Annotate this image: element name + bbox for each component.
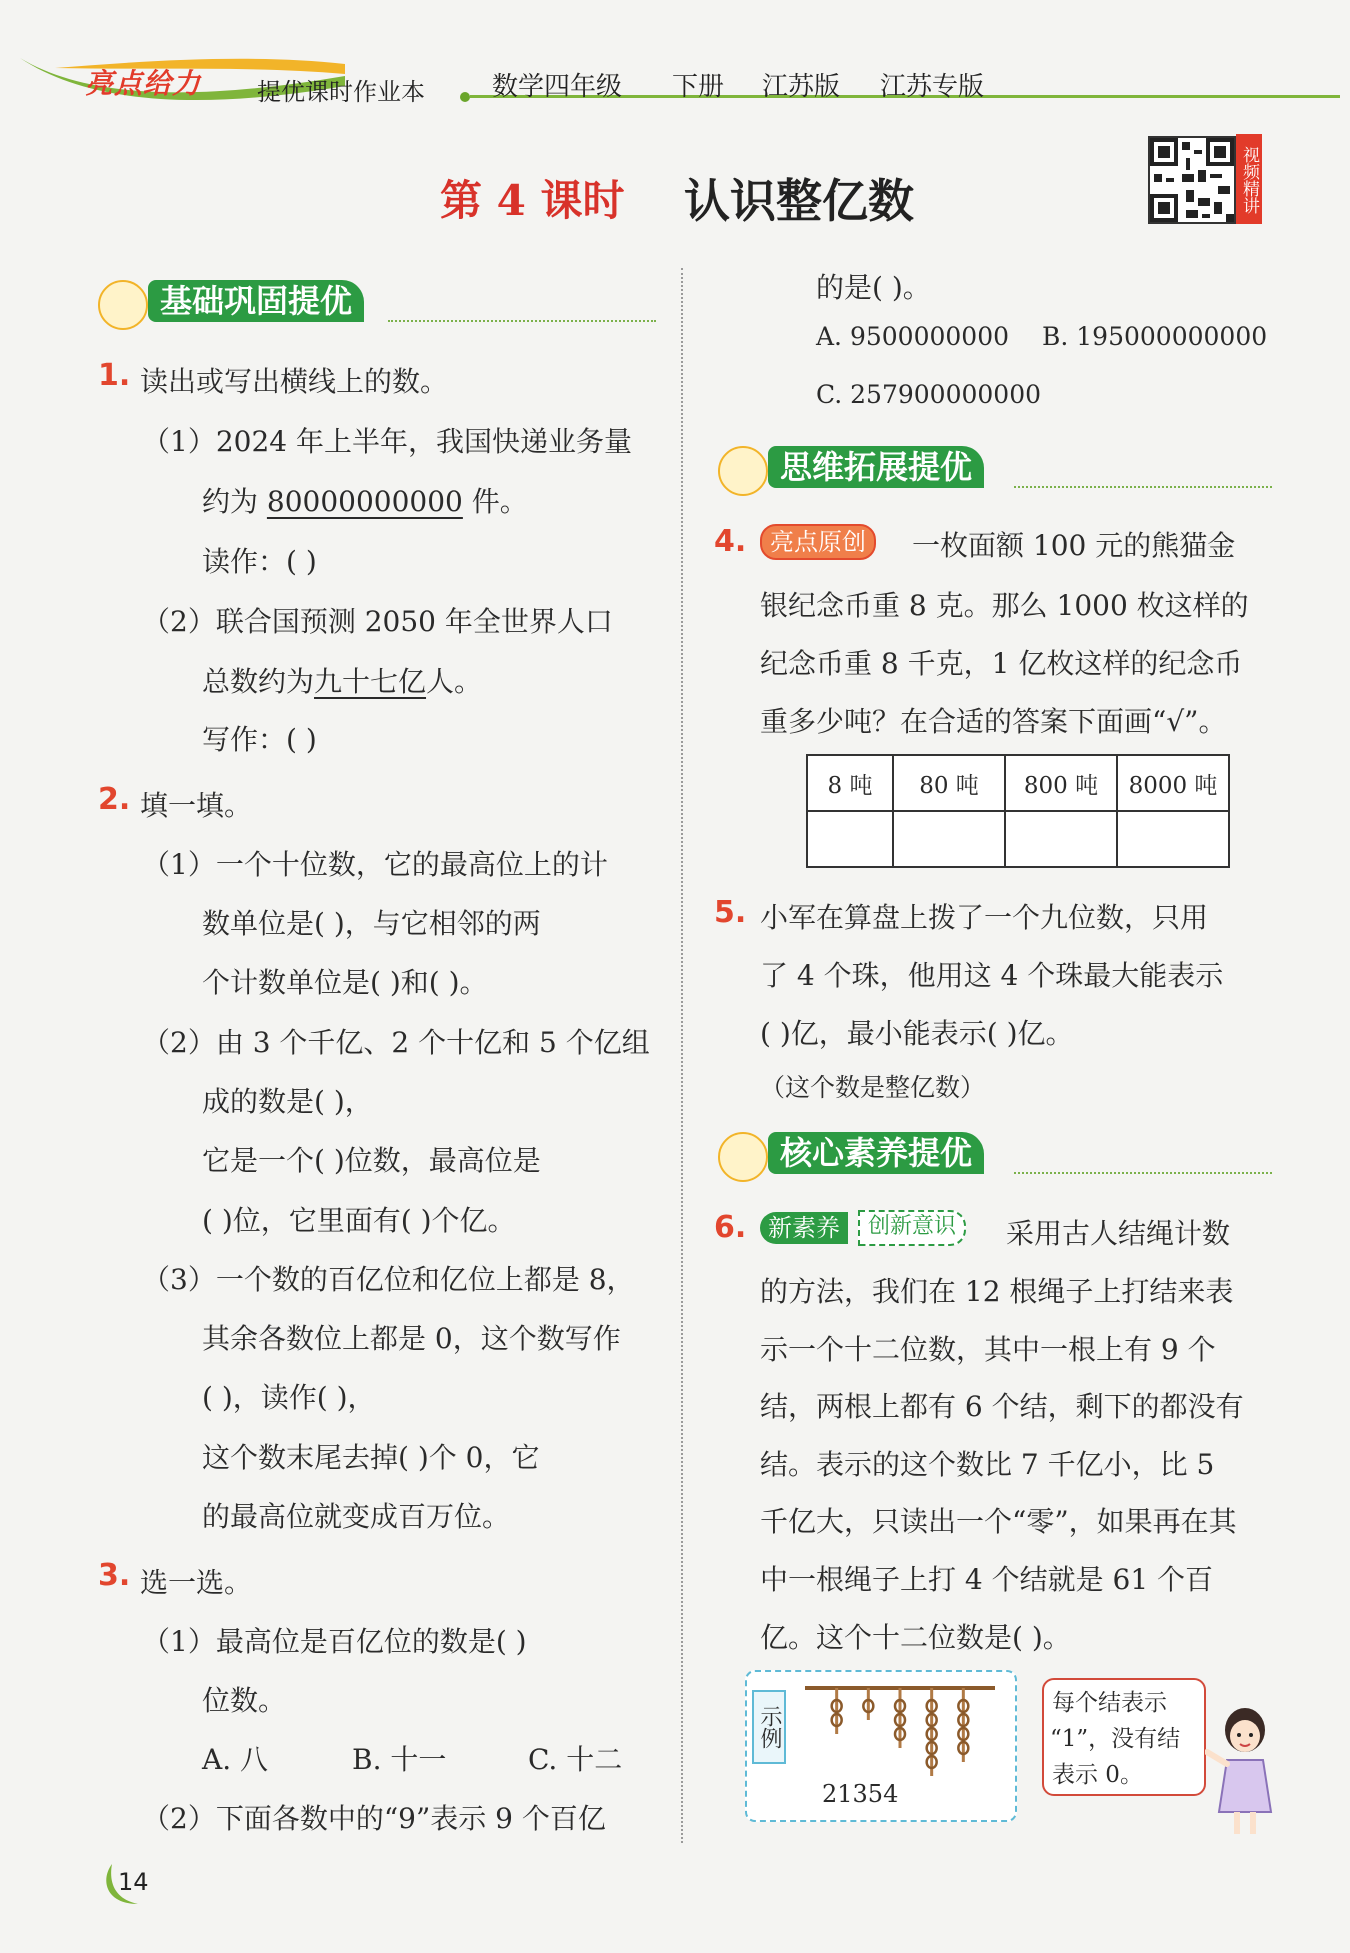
q6-line: 中一根绳子上打 4 个结就是 61 个百 xyxy=(760,1563,1214,1596)
q1-read-answer[interactable]: 读作：( ) xyxy=(202,545,317,578)
q5-note: （这个数是整亿数） xyxy=(760,1073,986,1102)
option-cell: 8 吨 xyxy=(807,755,893,811)
q6-line: 结，两根上都有 6 个结，剩下的都没有 xyxy=(760,1390,1244,1423)
q2-stem: 填一填。 xyxy=(140,789,253,822)
check-cell[interactable] xyxy=(1117,811,1229,867)
q2-line: 的最高位就变成百万位。 xyxy=(202,1500,511,1533)
check-cell[interactable] xyxy=(1005,811,1117,867)
q1-stem: 读出或写出横线上的数。 xyxy=(140,365,449,398)
header-special: 江苏专版 xyxy=(880,72,985,102)
q1-part2: （2）联合国预测 2050 年全世界人口 xyxy=(142,605,613,638)
sprout-icon xyxy=(718,446,768,496)
q2-line: （1）一个十位数，它的最高位上的计 xyxy=(142,848,608,881)
q3-stem: 选一选。 xyxy=(140,1566,253,1599)
brand-subtitle: 提优课时作业本 xyxy=(257,78,425,106)
original-badge: 亮点原创 xyxy=(760,524,876,560)
question-number: 4. xyxy=(714,524,747,559)
q2-line[interactable]: 成的数是( )， xyxy=(202,1085,373,1118)
q3-p2-option-a[interactable]: A. 9500000000 xyxy=(816,322,1010,351)
q3-p2-option-c[interactable]: C. 257900000000 xyxy=(816,380,1041,409)
question-number: 2. xyxy=(98,782,131,817)
q1-write-answer[interactable]: 写作：( ) xyxy=(202,723,317,756)
q2-line[interactable]: ( )，读作( )， xyxy=(202,1381,376,1414)
q2-line: （3）一个数的百亿位和亿位上都是 8， xyxy=(142,1263,635,1296)
question-number: 1. xyxy=(98,358,131,393)
option-cell: 80 吨 xyxy=(893,755,1005,811)
example-tag: 示例 xyxy=(752,1690,786,1764)
header-grade: 数学四年级 xyxy=(492,72,623,102)
header-volume: 下册 xyxy=(672,72,725,102)
video-tag[interactable]: 视频精讲 xyxy=(1236,134,1262,224)
q5-line[interactable]: ( )亿，最小能表示( )亿。 xyxy=(760,1017,1074,1050)
question-number: 3. xyxy=(98,1558,131,1593)
answer-table xyxy=(806,754,1230,868)
bubble-line: “1”，没有结 xyxy=(1050,1726,1181,1752)
check-cell[interactable] xyxy=(807,811,893,867)
example-number: 21354 xyxy=(822,1780,899,1808)
section-thinking-title: 思维拓展提优 xyxy=(768,446,984,488)
q6-line[interactable]: 亿。这个十二位数是( )。 xyxy=(760,1621,1071,1654)
qr-code[interactable] xyxy=(1148,136,1236,224)
section-rule xyxy=(388,320,656,322)
q3-part1[interactable]: （1）最高位是百亿位的数是( ) xyxy=(142,1625,527,1658)
q2-line: （2）由 3 个千亿、2 个十亿和 5 个亿组 xyxy=(142,1026,650,1059)
q1-part2-text xyxy=(202,660,482,700)
q3-option-b[interactable]: B. 十一 xyxy=(352,1743,447,1776)
q2-line[interactable]: 数单位是( )，与它相邻的两 xyxy=(202,907,541,940)
q1-part1-text xyxy=(202,480,528,520)
question-number: 5. xyxy=(714,895,747,930)
lesson-number: 第 4 课时 xyxy=(440,176,625,225)
bubble-line: 每个结表示 xyxy=(1052,1690,1167,1716)
section-rule xyxy=(1014,486,1272,488)
innovation-badge: 创新意识 xyxy=(858,1210,966,1246)
q5-line: 小军在算盘上拨了一个九位数，只用 xyxy=(760,901,1209,934)
q2-line[interactable]: 这个数末尾去掉( )个 0，它 xyxy=(202,1441,540,1474)
q1-part1-pre: 约为 xyxy=(202,485,267,518)
section-thinking xyxy=(718,446,1273,488)
girl-illustration xyxy=(1205,1700,1285,1840)
bubble-line: 表示 0。 xyxy=(1052,1762,1143,1788)
q1-part2-pre: 总数约为 xyxy=(202,665,315,698)
q2-line[interactable]: 个计数单位是( )和( )。 xyxy=(202,966,488,999)
option-cell: 800 吨 xyxy=(1005,755,1117,811)
q3-option-c[interactable]: C. 十二 xyxy=(528,1743,623,1776)
q3-part2-cont[interactable]: 的是( )。 xyxy=(816,271,931,304)
new-literacy-badge: 新素养 xyxy=(760,1212,848,1244)
q3-option-a[interactable]: A. 八 xyxy=(202,1743,269,1776)
q1-part1-post: 件。 xyxy=(462,485,528,518)
section-rule xyxy=(1014,1172,1272,1174)
knot-rope-figure xyxy=(795,1680,1005,1790)
question-number: 6. xyxy=(714,1210,747,1245)
q4-line: 一枚面额 100 元的熊猫金 xyxy=(912,529,1236,562)
q4-line: 重多少吨？在合适的答案下面画“√”。 xyxy=(760,705,1227,738)
q6-line: 结。表示的这个数比 7 千亿小，比 5 xyxy=(760,1448,1215,1481)
q3-part2: （2）下面各数中的“9”表示 9 个百亿 xyxy=(142,1802,606,1835)
q3-part1-cont: 位数。 xyxy=(202,1684,287,1717)
q5-line: 了 4 个珠，他用这 4 个珠最大能表示 xyxy=(760,959,1224,992)
lesson-title: 认识整亿数 xyxy=(684,174,914,228)
header-dot xyxy=(460,92,470,102)
q1-underlined-words: 九十七亿 xyxy=(314,665,427,698)
section-core-title: 核心素养提优 xyxy=(768,1132,984,1174)
answer-table-row xyxy=(807,811,1229,867)
q1-underlined-number: 80000000000 xyxy=(266,485,463,518)
trophy-icon xyxy=(718,1132,768,1182)
q2-line: 其余各数位上都是 0，这个数写作 xyxy=(202,1322,621,1355)
page-number: 14 xyxy=(118,1868,149,1896)
q6-line: 的方法，我们在 12 根绳子上打结来表 xyxy=(760,1275,1234,1308)
brand-logo: 亮点给力 xyxy=(85,67,202,100)
section-basic xyxy=(98,280,658,322)
qr-pattern-icon xyxy=(1150,138,1234,222)
q3-p2-option-b[interactable]: B. 195000000000 xyxy=(1042,322,1268,351)
q1-part2-post: 人。 xyxy=(426,665,483,698)
q2-line[interactable]: ( )位，它里面有( )个亿。 xyxy=(202,1204,516,1237)
check-cell[interactable] xyxy=(893,811,1005,867)
q4-line: 银纪念币重 8 克。那么 1000 枚这样的 xyxy=(760,589,1249,622)
q6-line: 采用古人结绳计数 xyxy=(1006,1217,1231,1250)
column-divider xyxy=(681,268,683,1843)
q1-part1: （1）2024 年上半年，我国快递业务量 xyxy=(142,425,632,458)
q2-line[interactable]: 它是一个( )位数，最高位是 xyxy=(202,1144,541,1177)
header-edition: 江苏版 xyxy=(762,72,841,102)
section-basic-title: 基础巩固提优 xyxy=(148,280,364,322)
section-core xyxy=(718,1132,1273,1174)
q6-line: 千亿大，只读出一个“零”，如果再在其 xyxy=(760,1505,1237,1538)
q4-line: 纪念币重 8 千克，1 亿枚这样的纪念币 xyxy=(760,647,1243,680)
q6-line: 示一个十二位数，其中一根上有 9 个 xyxy=(760,1333,1216,1366)
answer-table-header xyxy=(807,755,1229,811)
gear-icon xyxy=(98,280,148,330)
option-cell: 8000 吨 xyxy=(1117,755,1229,811)
